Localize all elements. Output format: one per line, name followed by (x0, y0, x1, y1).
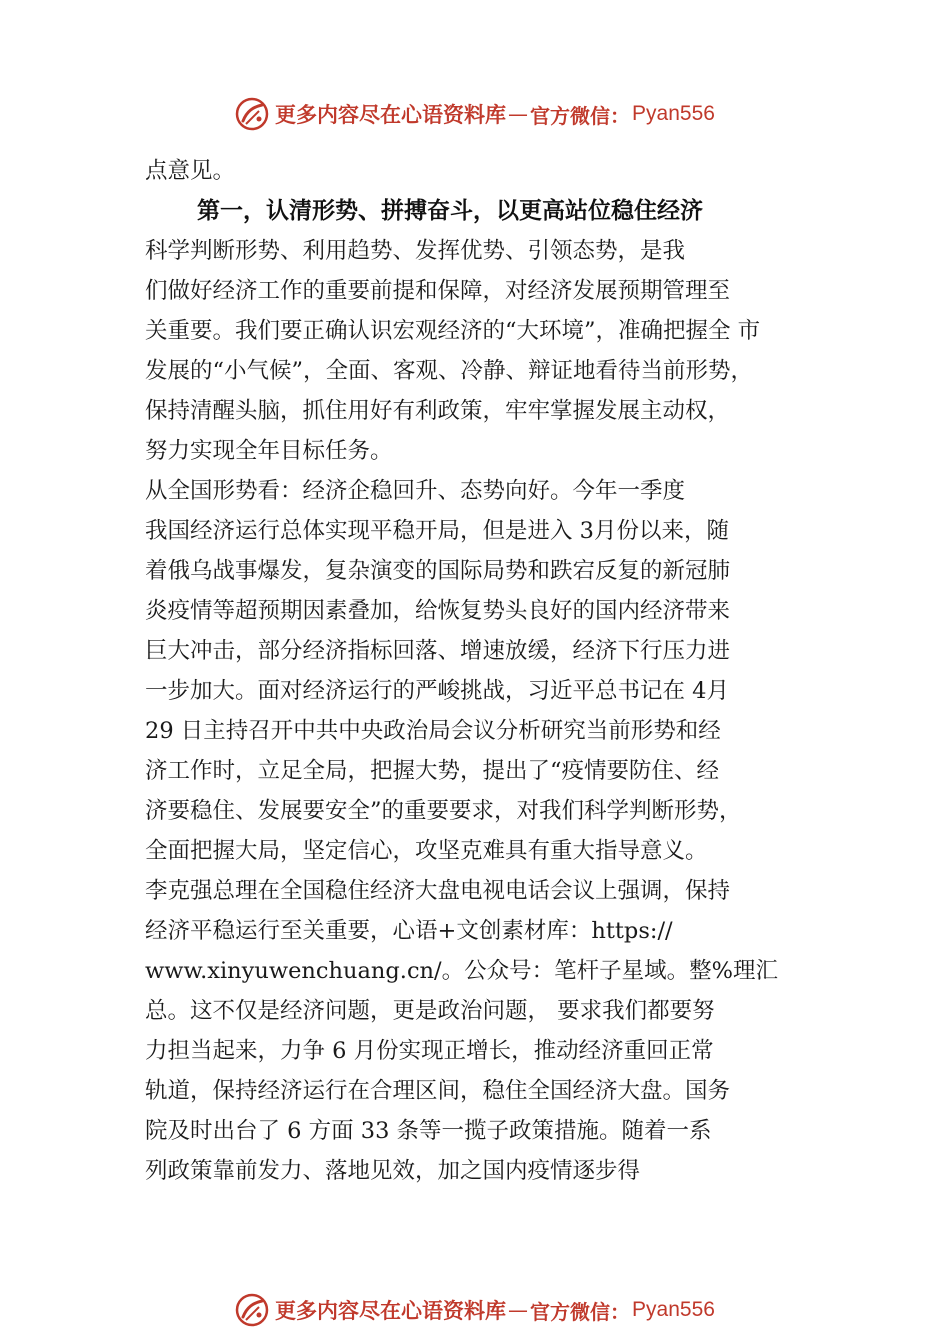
text-line: 我国经济运行总体实现平稳开局，但是进入 3月份以来，随 (145, 518, 729, 544)
text-line: 济要稳住、发展要安全”的重要要求，对我们科学判断形势， (145, 798, 742, 824)
text-line: 经济平稳运行至关重要，心语+文创素材库：https:// (145, 918, 673, 944)
text-line: 总。这不仅是经济问题，更是政治问题， 要求我们都要努 (145, 998, 715, 1024)
watermark-account: Pyan556 (632, 102, 715, 125)
text-line: 努力实现全年目标任务。 (145, 438, 393, 464)
watermark-dash: — (508, 1298, 529, 1322)
text-line: 点意见。 (145, 158, 236, 184)
watermark-wechat-label: 官方微信： (530, 1299, 631, 1324)
text-line: 着俄乌战事爆发，复杂演变的国际局势和跌宕反复的新冠肺 (145, 558, 731, 584)
text-line: 发展的“小气候”，全面、客观、冷静、辩证地看待当前形势， (145, 358, 754, 384)
text-line: www.xinyuwenchuang.cn/。公众号：笔杆子星域。整%理汇 (145, 958, 778, 984)
logo-icon (235, 1293, 269, 1327)
text-line: 们做好经济工作的重要前提和保障，对经济发展预期管理至 (145, 278, 731, 304)
text-line: 科学判断形势、利用趋势、发挥优势、引领态势，是我 (145, 238, 686, 264)
text-line: 炎疫情等超预期因素叠加，给恢复势头良好的国内经济带来 (145, 598, 731, 624)
text-line: 巨大冲击，部分经济指标回落、增速放缓，经济下行压力进 (145, 638, 731, 664)
text-line: 李克强总理在全国稳住经济大盘电视电话会议上强调，保持 (145, 878, 731, 904)
footer-watermark (0, 1288, 950, 1332)
watermark-brand: 更多内容尽在心语资料库 (275, 102, 507, 127)
text-line: 从全国形势看：经济企稳回升、态势向好。今年一季度 (145, 478, 686, 504)
text-line: 轨道，保持经济运行在合理区间，稳住全国经济大盘。国务 (145, 1078, 731, 1104)
text-line: 列政策靠前发力、落地见效，加之国内疫情逐步得 (145, 1158, 641, 1184)
text-line: 全面把握大局，坚定信心，攻坚克难具有重大指导意义。 (145, 838, 708, 864)
logo-icon (235, 97, 269, 131)
watermark-wechat-label: 官方微信： (530, 103, 631, 128)
header-watermark (0, 92, 950, 136)
text-line: 院及时出台了 6 方面 33 条等一揽子政策措施。随着一系 (145, 1118, 712, 1144)
text-line: 一步加大。面对经济运行的严峻挑战，习近平总书记在 4月 (145, 678, 729, 704)
text-line: 力担当起来，力争 6 月份实现正增长，推动经济重回正常 (145, 1038, 714, 1064)
section-heading: 第一，认清形势、拼搏奋斗，以更高站位稳住经济 (197, 198, 703, 224)
text-line: 保持清醒头脑，抓住用好有利政策，牢牢掌握发展主动权， (145, 398, 731, 424)
text-line: 济工作时，立足全局，把握大势，提出了“疫情要防住、经 (145, 758, 720, 784)
watermark-dash: — (508, 102, 529, 126)
watermark-brand: 更多内容尽在心语资料库 (275, 1298, 507, 1323)
text-line: 关重要。我们要正确认识宏观经济的“大环境”，准确把握全 市 (145, 318, 761, 344)
watermark-account: Pyan556 (632, 1298, 715, 1321)
text-line: 29 日主持召开中共中央政治局会议分析研究当前形势和经 (145, 718, 721, 744)
